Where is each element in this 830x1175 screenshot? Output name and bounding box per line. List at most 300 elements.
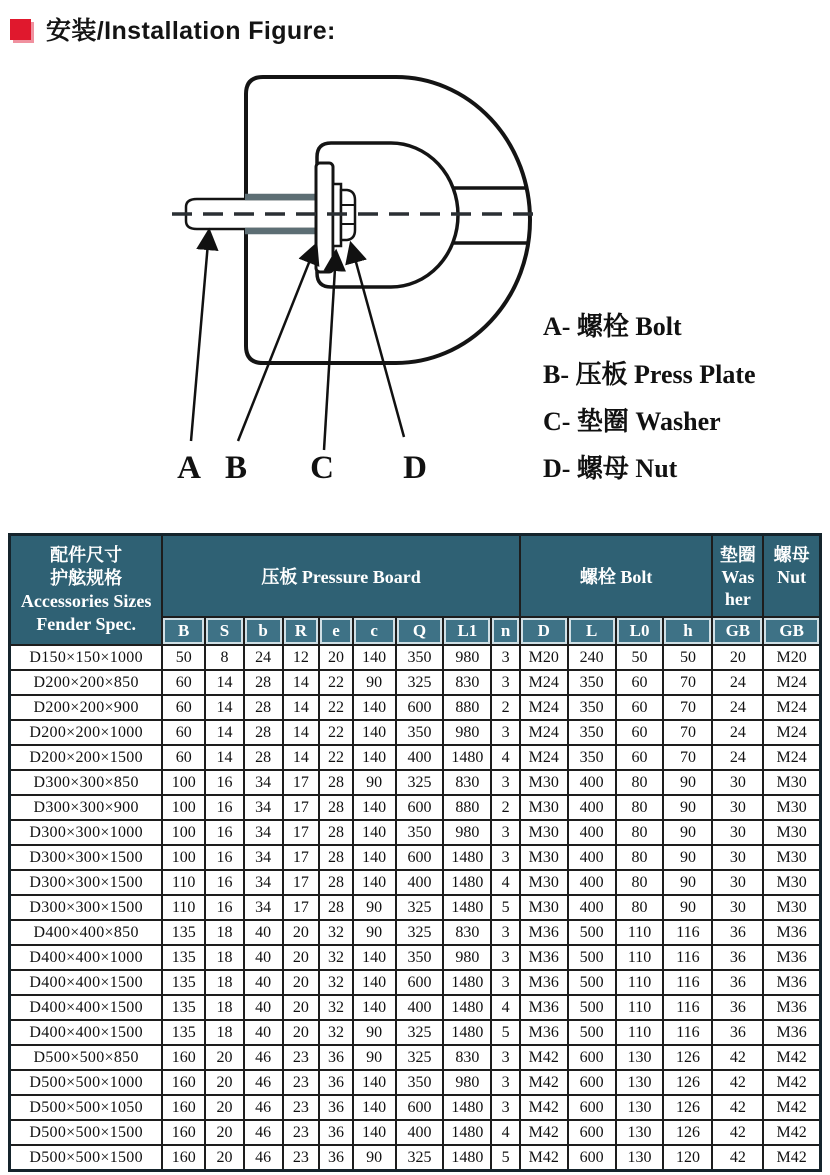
value-cell: 880 [443,795,491,820]
fender-spec-cell: D500×500×1500 [10,1145,163,1171]
value-cell: 36 [319,1120,353,1145]
value-cell: 20 [205,1145,244,1171]
value-cell: 400 [568,895,616,920]
value-cell: 1480 [443,995,491,1020]
value-cell: 160 [162,1095,205,1120]
value-cell: 20 [205,1120,244,1145]
value-cell: 23 [283,1120,320,1145]
value-cell: 325 [396,895,444,920]
fender-spec-cell: D400×400×1000 [10,945,163,970]
value-cell: M42 [763,1145,820,1171]
value-cell: 600 [568,1095,616,1120]
value-cell: M24 [520,720,568,745]
value-cell: 28 [244,695,283,720]
col-group-bolt: 螺栓 Bolt [520,535,713,618]
value-cell: 90 [353,670,396,695]
value-cell: 135 [162,920,205,945]
value-cell: 110 [616,945,664,970]
value-cell: M36 [763,1020,820,1045]
value-cell: 350 [568,720,616,745]
value-cell: 20 [205,1045,244,1070]
value-cell: 18 [205,1020,244,1045]
value-cell: 140 [353,695,396,720]
value-cell: 1480 [443,845,491,870]
point-label-a: A [177,450,201,486]
value-cell: 14 [283,720,320,745]
legend-item-bolt: A- 螺栓 Bolt [543,312,682,341]
value-cell: 40 [244,970,283,995]
value-cell: 80 [616,820,664,845]
value-cell: 60 [162,745,205,770]
value-cell: 32 [319,1020,353,1045]
value-cell: 350 [396,1070,444,1095]
col-header-l0: L0 [616,617,664,645]
col-header-d: D [520,617,568,645]
table-row [10,695,821,720]
value-cell: 126 [663,1120,712,1145]
value-cell: 325 [396,1020,444,1045]
value-cell: 40 [244,1020,283,1045]
fender-spec-cell: D400×400×1500 [10,995,163,1020]
value-cell: 400 [396,1120,444,1145]
value-cell: 3 [491,920,520,945]
value-cell: 34 [244,845,283,870]
value-cell: 130 [616,1045,664,1070]
group-header-row [10,535,821,618]
value-cell: 22 [319,695,353,720]
value-cell: 880 [443,695,491,720]
value-cell: 126 [663,1045,712,1070]
value-cell: 42 [712,1145,763,1171]
value-cell: 3 [491,845,520,870]
value-cell: M42 [763,1095,820,1120]
value-cell: 350 [568,695,616,720]
value-cell: 830 [443,670,491,695]
value-cell: 30 [712,820,763,845]
value-cell: 36 [319,1145,353,1171]
fender-spec-cell: D500×500×1000 [10,1070,163,1095]
value-cell: 28 [319,770,353,795]
value-cell: M30 [763,895,820,920]
value-cell: 90 [353,1045,396,1070]
value-cell: 130 [616,1120,664,1145]
value-cell: M30 [520,870,568,895]
value-cell: 60 [616,670,664,695]
value-cell: 34 [244,870,283,895]
fender-spec-cell: D150×150×1000 [10,645,163,670]
value-cell: 16 [205,770,244,795]
installation-diagram [0,55,830,533]
col-group-washer: 垫圈 Washer [712,535,763,618]
press-plate [316,163,333,272]
value-cell: 400 [568,845,616,870]
value-cell: M36 [520,1020,568,1045]
value-cell: 3 [491,820,520,845]
value-cell: 4 [491,870,520,895]
fender-spec-cell: D500×500×1050 [10,1095,163,1120]
table-row [10,1120,821,1145]
value-cell: 400 [568,770,616,795]
value-cell: 140 [353,1095,396,1120]
value-cell: 350 [568,670,616,695]
legend-item-washer: C- 垫圈 Washer [543,407,721,436]
spec-table [8,533,822,1172]
value-cell: 50 [162,645,205,670]
fender-spec-cell: D200×200×1500 [10,745,163,770]
value-cell: 400 [396,995,444,1020]
value-cell: 70 [663,695,712,720]
value-cell: 40 [244,920,283,945]
value-cell: 116 [663,1020,712,1045]
value-cell: 600 [396,695,444,720]
value-cell: 18 [205,995,244,1020]
value-cell: 46 [244,1095,283,1120]
value-cell: 17 [283,795,320,820]
value-cell: 36 [319,1070,353,1095]
value-cell: 400 [568,820,616,845]
value-cell: M36 [763,920,820,945]
value-cell: 600 [568,1045,616,1070]
value-cell: 36 [319,1095,353,1120]
fender-spec-cell: D500×500×850 [10,1045,163,1070]
value-cell: 1480 [443,1020,491,1045]
value-cell: 14 [283,670,320,695]
value-cell: 600 [396,970,444,995]
value-cell: 500 [568,995,616,1020]
col-header-fender-spec [10,535,163,646]
value-cell: 140 [353,1120,396,1145]
value-cell: 400 [568,795,616,820]
value-cell: 16 [205,795,244,820]
fender-spec-cell: D400×400×850 [10,920,163,945]
value-cell: 90 [663,895,712,920]
value-cell: 350 [396,820,444,845]
value-cell: 20 [283,920,320,945]
table-row [10,1095,821,1120]
value-cell: 3 [491,970,520,995]
value-cell: 80 [616,795,664,820]
col-header-b: B [162,617,205,645]
value-cell: 110 [616,970,664,995]
value-cell: 135 [162,995,205,1020]
value-cell: 24 [712,695,763,720]
table-row [10,945,821,970]
value-cell: 30 [712,870,763,895]
value-cell: 160 [162,1070,205,1095]
value-cell: 90 [663,870,712,895]
value-cell: 325 [396,1145,444,1171]
col-header-l1: L1 [443,617,491,645]
value-cell: 116 [663,970,712,995]
value-cell: 5 [491,1020,520,1045]
value-cell: 100 [162,795,205,820]
fender-spec-cell: D300×300×850 [10,770,163,795]
value-cell: 980 [443,945,491,970]
value-cell: 18 [205,920,244,945]
value-cell: 16 [205,820,244,845]
col-header-h: h [663,617,712,645]
value-cell: 80 [616,845,664,870]
value-cell: M30 [520,895,568,920]
value-cell: 14 [283,695,320,720]
value-cell: 90 [353,895,396,920]
value-cell: 42 [712,1120,763,1145]
value-cell: 17 [283,895,320,920]
value-cell: M30 [520,770,568,795]
value-cell: 500 [568,920,616,945]
value-cell: M42 [520,1095,568,1120]
value-cell: 28 [319,870,353,895]
value-cell: 17 [283,845,320,870]
value-cell: 140 [353,970,396,995]
value-cell: 36 [712,945,763,970]
value-cell: 34 [244,820,283,845]
value-cell: 20 [319,645,353,670]
value-cell: 3 [491,1045,520,1070]
value-cell: M36 [520,995,568,1020]
value-cell: M24 [763,720,820,745]
value-cell: 20 [283,970,320,995]
value-cell: 600 [568,1120,616,1145]
value-cell: 325 [396,670,444,695]
value-cell: 400 [396,745,444,770]
value-cell: 36 [712,970,763,995]
fender-spec-cell: D300×300×1500 [10,845,163,870]
value-cell: 110 [616,1020,664,1045]
value-cell: 46 [244,1145,283,1171]
value-cell: 34 [244,770,283,795]
value-cell: 135 [162,1020,205,1045]
value-cell: 350 [396,645,444,670]
value-cell: 80 [616,870,664,895]
value-cell: 830 [443,920,491,945]
value-cell: 100 [162,845,205,870]
value-cell: 14 [205,745,244,770]
col-header-e: e [319,617,353,645]
value-cell: 60 [616,720,664,745]
value-cell: M36 [763,970,820,995]
col-header-s: S [205,617,244,645]
value-cell: M30 [520,820,568,845]
spec-header-line: Accessories Sizes [20,591,152,611]
value-cell: 40 [244,995,283,1020]
value-cell: 140 [353,720,396,745]
table-row [10,895,821,920]
value-cell: M36 [763,945,820,970]
value-cell: 22 [319,745,353,770]
value-cell: M36 [520,970,568,995]
value-cell: 16 [205,845,244,870]
value-cell: 3 [491,770,520,795]
value-cell: 116 [663,945,712,970]
value-cell: 140 [353,1070,396,1095]
value-cell: M42 [520,1045,568,1070]
value-cell: 110 [616,920,664,945]
value-cell: 14 [205,670,244,695]
table-row [10,670,821,695]
value-cell: 325 [396,770,444,795]
value-cell: 70 [663,745,712,770]
value-cell: 42 [712,1070,763,1095]
value-cell: 160 [162,1045,205,1070]
value-cell: 100 [162,770,205,795]
value-cell: 4 [491,745,520,770]
value-cell: 20 [283,995,320,1020]
value-cell: M36 [763,995,820,1020]
value-cell: 32 [319,970,353,995]
value-cell: 110 [616,995,664,1020]
value-cell: 325 [396,1045,444,1070]
value-cell: 32 [319,920,353,945]
value-cell: 140 [353,845,396,870]
col-header-b: b [244,617,283,645]
table-row [10,645,821,670]
table-row [10,970,821,995]
value-cell: 42 [712,1045,763,1070]
value-cell: 32 [319,945,353,970]
value-cell: 28 [319,795,353,820]
value-cell: 90 [663,820,712,845]
value-cell: 3 [491,945,520,970]
fender-spec-cell: D200×200×1000 [10,720,163,745]
value-cell: M42 [763,1070,820,1095]
value-cell: 110 [162,895,205,920]
value-cell: 350 [568,745,616,770]
value-cell: 120 [663,1145,712,1171]
point-label-d: D [403,450,427,486]
value-cell: M24 [520,745,568,770]
col-group-nut: 螺母 Nut [763,535,820,618]
value-cell: 126 [663,1095,712,1120]
value-cell: 30 [712,895,763,920]
value-cell: 28 [244,745,283,770]
value-cell: M42 [520,1120,568,1145]
value-cell: M24 [763,695,820,720]
value-cell: 90 [663,770,712,795]
value-cell: 600 [396,1095,444,1120]
value-cell: 400 [396,870,444,895]
spec-header-line: Fender Spec. [36,614,136,634]
fender-spec-cell: D200×200×850 [10,670,163,695]
value-cell: 20 [205,1095,244,1120]
fender-spec-cell: D400×400×1500 [10,970,163,995]
value-cell: M30 [763,820,820,845]
value-cell: 1480 [443,1095,491,1120]
value-cell: M42 [763,1045,820,1070]
value-cell: 3 [491,1070,520,1095]
value-cell: M42 [520,1070,568,1095]
value-cell: 325 [396,920,444,945]
value-cell: M20 [763,645,820,670]
value-cell: 80 [616,895,664,920]
value-cell: 500 [568,945,616,970]
fender-spec-cell: D300×300×1500 [10,870,163,895]
value-cell: 140 [353,645,396,670]
value-cell: 24 [712,745,763,770]
col-header-gb: GB [763,617,820,645]
point-label-c: C [310,450,334,486]
value-cell: M42 [763,1120,820,1145]
value-cell: 24 [712,670,763,695]
value-cell: 140 [353,870,396,895]
fender-spec-cell: D300×300×1500 [10,895,163,920]
value-cell: 34 [244,795,283,820]
value-cell: 34 [244,895,283,920]
value-cell: 140 [353,795,396,820]
table-row [10,795,821,820]
value-cell: 116 [663,995,712,1020]
fender-spec-cell: D300×300×1000 [10,820,163,845]
value-cell: 5 [491,1145,520,1171]
value-cell: 32 [319,995,353,1020]
value-cell: 1480 [443,870,491,895]
value-cell: 20 [205,1070,244,1095]
value-cell: 20 [712,645,763,670]
value-cell: 22 [319,670,353,695]
value-cell: 36 [319,1045,353,1070]
legend-item-press-plate: B- 压板 Press Plate [543,360,756,389]
table-row [10,1020,821,1045]
value-cell: 20 [283,945,320,970]
value-cell: 1480 [443,895,491,920]
value-cell: 60 [162,670,205,695]
value-cell: 16 [205,895,244,920]
value-cell: 17 [283,870,320,895]
value-cell: 23 [283,1070,320,1095]
value-cell: 1480 [443,1120,491,1145]
value-cell: 160 [162,1145,205,1171]
value-cell: 17 [283,820,320,845]
value-cell: M30 [520,795,568,820]
value-cell: 60 [162,720,205,745]
value-cell: 90 [353,770,396,795]
value-cell: 2 [491,695,520,720]
value-cell: 50 [616,645,664,670]
value-cell: 42 [712,1095,763,1120]
value-cell: 160 [162,1120,205,1145]
value-cell: 60 [616,745,664,770]
value-cell: 350 [396,720,444,745]
value-cell: 22 [319,720,353,745]
value-cell: M30 [763,795,820,820]
value-cell: 90 [663,795,712,820]
value-cell: 135 [162,970,205,995]
leader-arrow-a [191,231,209,441]
value-cell: 980 [443,720,491,745]
value-cell: 46 [244,1045,283,1070]
value-cell: 46 [244,1070,283,1095]
value-cell: 40 [244,945,283,970]
spec-table-body [10,645,821,1171]
value-cell: 80 [616,770,664,795]
value-cell: 140 [353,995,396,1020]
value-cell: 130 [616,1145,664,1171]
fender-spec-cell: D200×200×900 [10,695,163,720]
value-cell: 24 [244,645,283,670]
value-cell: 116 [663,920,712,945]
value-cell: 14 [205,720,244,745]
col-group-pressure-board: 压板 Pressure Board [162,535,520,618]
value-cell: M36 [520,945,568,970]
col-header-c: c [353,617,396,645]
value-cell: 500 [568,970,616,995]
table-row [10,920,821,945]
value-cell: M30 [520,845,568,870]
value-cell: M36 [520,920,568,945]
value-cell: 980 [443,645,491,670]
value-cell: 400 [568,870,616,895]
section-title: 安装/Installation Figure: [46,17,336,45]
